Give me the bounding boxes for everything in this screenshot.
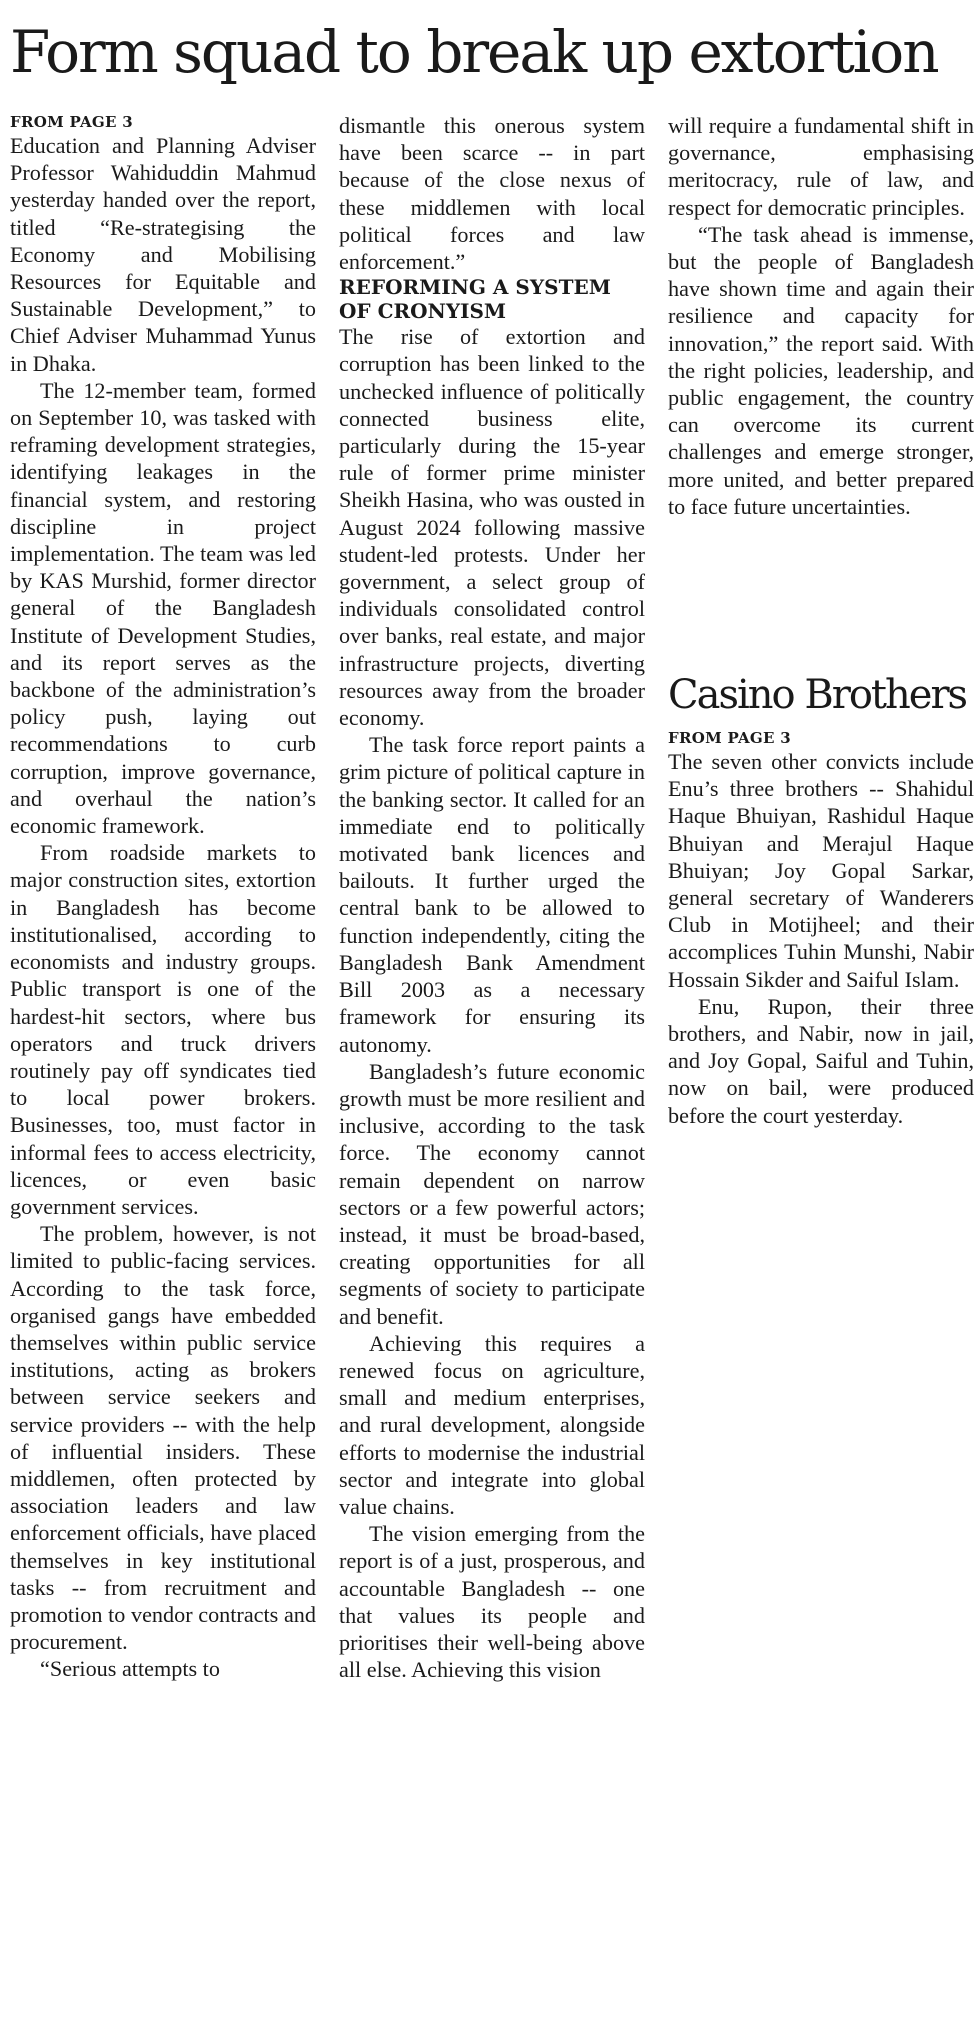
body-paragraph: will require a fundamental shift in governance, emphasising meritocracy, rule of law, and respect for democratic principles. [668,113,974,220]
second-article-body [668,728,974,1129]
second-article-headline: Casino Brothers [668,672,967,718]
body-paragraph: “Serious attempts to [40,1656,220,1682]
body-paragraph: Education and Planning Adviser Professor Wahiduddin Mahmud yesterday handed over the report, titled “Re-strategising the Economy and Mobilising Resources for Equitable and Sustainable Development,” to Chief Adviser Muhammad Yunus in Dhaka. [10,133,316,376]
body-paragraph: The task force report paints a grim picture of political capture in the banking sector. It called for an immediate end to politically motivated bank licences and bailouts. It further urged the central bank to be allowed to function independently, citing the Bangladesh Bank Amendment Bill 2003 as a necessary framework for ensuring its autonomy. [339,732,645,1057]
body-paragraph: The problem, however, is not limited to public-facing services. According to the task force, organised gangs have embedded themselves within public service institutions, acting as brokers between service seekers and service providers -- with the help of influential insiders. These middlemen, often protected by association leaders and law enforcement officials, have placed themselves in key institutional tasks -- from recruitment and promotion to vendor contracts and procurement. [10,1221,316,1655]
body-paragraph: The rise of extortion and corruption has been linked to the unchecked influence of politically connected business elite, particularly during the 15-year rule of former prime minister Sheikh Hasina, who was ousted in August 2024 following massive student-led protests. Under her government, a select group of individuals consolidated control over banks, real estate, and major infrastructure projects, diverting resources away from the broader economy. [339,324,645,731]
article-column-2 [339,112,645,1683]
second-article-kicker: FROM PAGE 3 [668,729,792,747]
body-paragraph: The 12-member team, formed on September 10, was tasked with reframing development strategies, identifying leakages in the financial system, and restoring discipline in project implementation. The team was led by KAS Murshid, former director general of the Bangladesh Institute of Development Studies, and its report serves as the backbone of the administration’s policy push, laying out recommendations to curb corruption, improve governance, and overhaul the nation’s economic framework. [10,377,316,839]
article-column-1 [10,112,316,1683]
article-subhead: REFORMING A SYSTEM OF CRONYISM [339,275,611,324]
body-paragraph: dismantle this onerous system have been scarce -- in part because of the close nexus of these middlemen with local political forces and law enforcement.” [339,113,645,275]
article-kicker: FROM PAGE 3 [10,113,134,131]
article-column-3 [668,112,974,520]
body-paragraph: From roadside markets to major construction sites, extortion in Bangladesh has become institutionalised, according to economists and industry groups. Public transport is one of the hardest-hit sectors, where bus operators and truck drivers routinely pay off syndicates tied to local power brokers. Businesses, too, must factor in informal fees to access electricity, licences, or even basic government services. [10,840,316,1219]
article-headline: Form squad to break up extortion [10,18,938,86]
body-paragraph: “The task ahead is immense, but the people of Bangladesh have shown time and again their resilience and capacity for innovation,” the report said. With the right policies, leadership, and public engagement, the country can overcome its current challenges and emerge stronger, more united, and better prepared to face future uncertainties. [668,221,974,519]
body-paragraph: Enu, Rupon, their three brothers, and Nabir, now in jail, and Joy Gopal, Saiful and Tuhin, now on bail, were produced before the court yesterday. [668,993,974,1128]
body-paragraph: The seven other convicts include Enu’s three brothers -- Shahidul Haque Bhuiyan, Rashidul Haque Bhuiyan and Merajul Haque Bhuiyan; Joy Gopal Sarkar, general secretary of Wanderers Club in Motijheel; and their accomplices Tuhin Munshi, Nabir Hossain Sikder and Saiful Islam. [668,749,974,992]
body-paragraph: The vision emerging from the report is of a just, prosperous, and accountable Bangladesh -- one that values its people and prioritises their well-being above all else. Achieving this vision [339,1521,645,1683]
body-paragraph: Achieving this requires a renewed focus on agriculture, small and medium enterprises, and rural development, alongside efforts to modernise the industrial sector and integrate into global value chains. [339,1330,645,1519]
body-paragraph: Bangladesh’s future economic growth must be more resilient and inclusive, according to the task force. The economy cannot remain dependent on narrow sectors or a few powerful actors; instead, it must be broad-based, creating opportunities for all segments of society to participate and benefit. [339,1058,645,1329]
